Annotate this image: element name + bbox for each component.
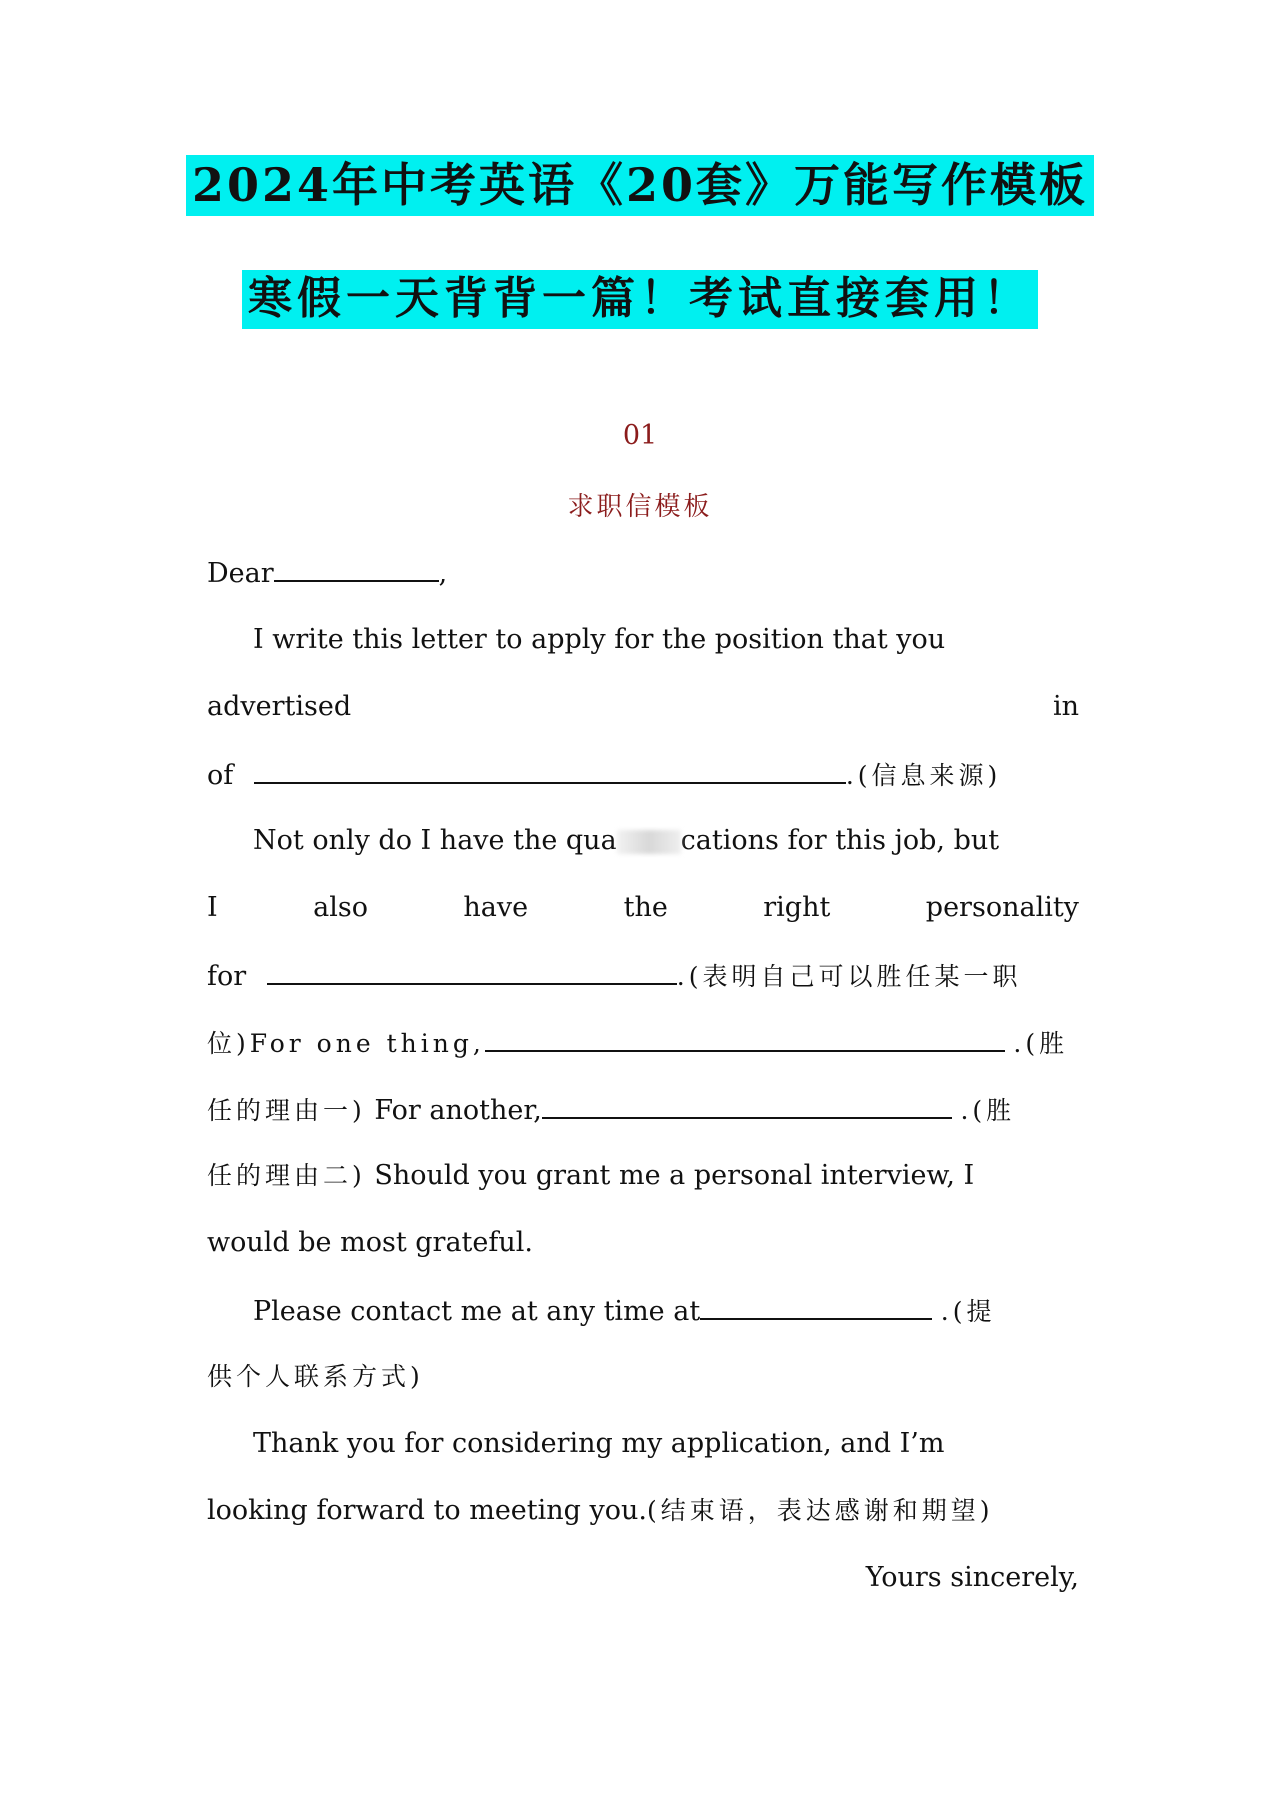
title-line-2-wrap [0,270,1280,329]
p2-line-1-a: Not only do I have the qua [253,825,617,856]
p1-line-1-text: I write this letter to apply for the position that you [253,624,946,655]
p2-line-7 [207,1223,1079,1263]
p2-line-7-text: would be most grateful. [207,1227,533,1258]
main-title: 2024年中考英语《20套》万能写作模板 [186,155,1094,216]
p1-line-3-start: of [207,760,234,791]
p2-line-5-note: .(胜 [960,1096,1016,1125]
p2-line-6-cn: 任的理由二) [207,1161,366,1190]
p3-line-2 [207,1357,1079,1397]
subtitle: 寒假一天背背一篇！考试直接套用！ [242,270,1038,329]
closing-text: Yours sincerely, [865,1562,1079,1593]
p2-line-3-note: .(表明自己可以胜任某一职 [676,962,1022,991]
p1-line-1 [207,620,1079,660]
job-blank [267,955,677,985]
contact-blank [700,1290,932,1320]
closing-line [207,1558,1079,1598]
p3-line-1-start: Please contact me at any time at [253,1296,701,1327]
word-advertised: advertised [207,691,352,722]
p1-line-2 [207,687,1079,727]
section-title: 求职信模板 [567,492,713,522]
p4-line-1 [207,1424,1079,1464]
p4-line-2-en: looking forward to meeting you. [207,1495,648,1526]
name-blank [274,552,439,582]
title-line-1-wrap [0,155,1280,216]
p2-line-6 [207,1156,1079,1196]
source-blank [254,754,846,784]
word-in: in [1052,691,1079,722]
p2-line-4-start: 位)For one thing, [207,1029,485,1058]
reason-1-blank [485,1022,1005,1052]
p2-line-3 [207,955,1079,995]
p2-line-1-b: cations for this job, but [680,825,1000,856]
p4-line-2-note: (结束语，表达感谢和期望) [647,1496,994,1525]
p3-line-2-note: 供个人联系方式) [207,1362,424,1391]
p2-line-1 [207,821,1079,861]
blurred-text [617,830,681,854]
p2-line-5-start: For another, [374,1095,542,1126]
p2-line-5 [207,1089,1079,1129]
greeting-line [207,552,1079,592]
word: personality [925,892,1079,923]
p2-line-3-start: for [207,961,247,992]
p4-line-2 [207,1491,1079,1531]
p2-line-4 [207,1022,1079,1062]
p2-line-6-text: Should you grant me a personal interview, I [374,1160,975,1191]
p2-line-5-cn: 任的理由一) [207,1096,366,1125]
word: also [313,892,368,923]
p1-line-3-note: .(信息来源) [845,761,1002,790]
word: the [623,892,668,923]
word: have [463,892,529,923]
p1-line-3 [207,754,1079,794]
word: I [207,892,218,923]
reason-2-blank [542,1089,952,1119]
greeting-comma: , [438,558,448,589]
p3-line-1-note: .(提 [940,1297,996,1326]
p3-line-1 [207,1290,1079,1330]
word: right [763,892,831,923]
section-number: 01 [622,420,658,451]
p2-line-4-note: .(胜 [1013,1029,1069,1058]
p4-line-1-text: Thank you for considering my application, and I’m [253,1428,945,1459]
greeting-text: Dear [207,558,274,589]
p2-line-2 [207,888,1079,928]
